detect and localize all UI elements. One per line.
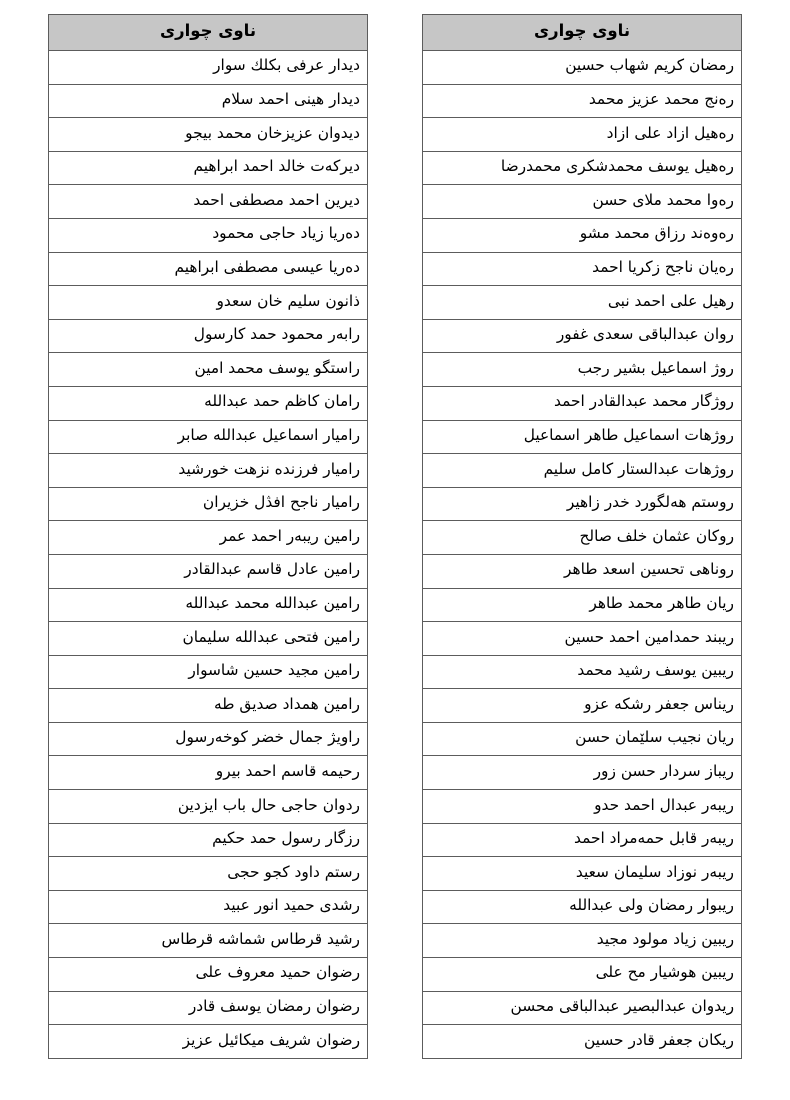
table-row	[423, 857, 742, 891]
table-row	[49, 286, 368, 320]
table-row	[49, 790, 368, 824]
cell-name: ریبەر عبدال احمد حدو	[423, 790, 742, 824]
cell-name: ریبند حمدامین احمد حسین	[423, 622, 742, 656]
table-row	[49, 857, 368, 891]
cell-name: ریان نجیب سلێمان حسن	[423, 722, 742, 756]
table-row	[49, 84, 368, 118]
cell-name: رەوا محمد ملای حسن	[423, 185, 742, 219]
table-row	[49, 823, 368, 857]
table-row	[49, 588, 368, 622]
table-row	[49, 386, 368, 420]
cell-name: رامین همداد صدیق طه	[49, 689, 368, 723]
table-row	[423, 991, 742, 1025]
cell-name: ریبین زیاد مولود مجید	[423, 924, 742, 958]
table-row	[423, 386, 742, 420]
cell-name: روان عبدالباقی سعدی غفور	[423, 319, 742, 353]
table-row	[49, 353, 368, 387]
table-body	[49, 51, 368, 1059]
table-row	[49, 958, 368, 992]
table-row	[49, 218, 368, 252]
table-row	[423, 890, 742, 924]
table-row	[423, 420, 742, 454]
table-row	[423, 151, 742, 185]
table-row	[49, 454, 368, 488]
table-row	[49, 655, 368, 689]
cell-name: رامیار فرزنده نزهت خورشید	[49, 454, 368, 488]
table-row	[423, 655, 742, 689]
cell-name: رحیمه قاسم احمد بیرو	[49, 756, 368, 790]
cell-name: رەوەند رزاق محمد مشو	[423, 218, 742, 252]
cell-name: رامین مجید حسین شاسوار	[49, 655, 368, 689]
cell-name: روژ اسماعیل بشیر رجب	[423, 353, 742, 387]
cell-name: دیرکەت خالد احمد ابراهیم	[49, 151, 368, 185]
cell-name: روستم هەلگورد خدر زاهیر	[423, 487, 742, 521]
cell-name: ریناس جعفر رشکه عزو	[423, 689, 742, 723]
cell-name: ریبەر قابل حمەمراد احمد	[423, 823, 742, 857]
cell-name: رەنج محمد عزیز محمد	[423, 84, 742, 118]
table-row	[423, 218, 742, 252]
table-row	[49, 622, 368, 656]
table-row	[423, 286, 742, 320]
cell-name: رامیار ناجح افڎل خزیران	[49, 487, 368, 521]
cell-name: رامین عادل قاسم عبدالقادر	[49, 554, 368, 588]
cell-name: دیدار هینی احمد سلام	[49, 84, 368, 118]
cell-name: دەریا زیاد حاجی محمود	[49, 218, 368, 252]
cell-name: ریباز سردار حسن زور	[423, 756, 742, 790]
table-row	[423, 454, 742, 488]
table-row	[49, 890, 368, 924]
table-row	[49, 118, 368, 152]
cell-name: رشدی حمید انور عبید	[49, 890, 368, 924]
cell-name: رضوان رمضان یوسف قادر	[49, 991, 368, 1025]
table-row	[423, 319, 742, 353]
table-row	[49, 319, 368, 353]
cell-name: ریان طاهر محمد طاهر	[423, 588, 742, 622]
cell-name: ریبەر نوزاد سلیمان سعید	[423, 857, 742, 891]
table-row	[423, 118, 742, 152]
table-row	[423, 722, 742, 756]
table-row	[423, 487, 742, 521]
cell-name: رزگار رسول حمد حکیم	[49, 823, 368, 857]
cell-name: رامان کاظم حمد عبدالله	[49, 386, 368, 420]
cell-name: رامین عبدالله محمد عبدالله	[49, 588, 368, 622]
cell-name: ریبوار رمضان ولی عبدالله	[423, 890, 742, 924]
cell-name: ریدوان عبدالبصیر عبدالباقی محسن	[423, 991, 742, 1025]
cell-name: راویژ جمال خضر کوخەرسول	[49, 722, 368, 756]
table-row	[49, 151, 368, 185]
cell-name: رەیان ناجح زکریا احمد	[423, 252, 742, 286]
cell-name: رضوان حمید معروف علی	[49, 958, 368, 992]
table-row	[423, 790, 742, 824]
table-row	[423, 252, 742, 286]
cell-name: دیدار عرفی بكلك سوار	[49, 51, 368, 85]
cell-name: رەهیل یوسف محمدشکری محمدرضا	[423, 151, 742, 185]
cell-name: روناهی تحسین اسعد طاهر	[423, 554, 742, 588]
table-row	[423, 622, 742, 656]
cell-name: رامین فتحی عبدالله سلیمان	[49, 622, 368, 656]
column-header-name: ناوی چواری	[423, 15, 742, 51]
table-row	[423, 185, 742, 219]
table-row	[423, 823, 742, 857]
tables-container	[0, 14, 790, 1059]
cell-name: رشید قرطاس شماشه قرطاس	[49, 924, 368, 958]
cell-name: رابەر محمود حمد کارسول	[49, 319, 368, 353]
cell-name: ذانون سلیم خان سعدو	[49, 286, 368, 320]
name-table-left	[422, 14, 742, 1059]
cell-name: رامیار اسماعیل عبدالله صابر	[49, 420, 368, 454]
table-row	[49, 420, 368, 454]
table-row	[423, 84, 742, 118]
cell-name: راستگو یوسف محمد امین	[49, 353, 368, 387]
table-body	[423, 51, 742, 1059]
table-head	[423, 15, 742, 51]
table-row	[423, 588, 742, 622]
cell-name: روژهات اسماعیل طاهر اسماعیل	[423, 420, 742, 454]
table-head	[49, 15, 368, 51]
table-row	[423, 521, 742, 555]
table-row	[49, 51, 368, 85]
table-row	[423, 51, 742, 85]
table-row	[423, 756, 742, 790]
table-row	[423, 958, 742, 992]
table-row	[49, 722, 368, 756]
table-row	[423, 353, 742, 387]
cell-name: رهیل علی احمد نبی	[423, 286, 742, 320]
cell-name: ریبین یوسف رشید محمد	[423, 655, 742, 689]
table-row	[49, 689, 368, 723]
table-row	[423, 689, 742, 723]
cell-name: ریکان جعفر قادر حسین	[423, 1025, 742, 1059]
table-row	[423, 554, 742, 588]
table-row	[49, 924, 368, 958]
cell-name: رستم داود کجو حجی	[49, 857, 368, 891]
table-row	[49, 521, 368, 555]
table-row	[49, 756, 368, 790]
table-header-row	[49, 15, 368, 51]
cell-name: روژهات عبدالستار کامل سلیم	[423, 454, 742, 488]
table-row	[49, 554, 368, 588]
cell-name: رامین ریبەر احمد عمر	[49, 521, 368, 555]
table-row	[423, 924, 742, 958]
cell-name: دەریا عیسی مصطفی ابراهیم	[49, 252, 368, 286]
table-row	[49, 252, 368, 286]
table-row	[423, 1025, 742, 1059]
table-row	[49, 1025, 368, 1059]
table-header-row	[423, 15, 742, 51]
table-row	[49, 185, 368, 219]
cell-name: رضوان شریف میکائیل عزیز	[49, 1025, 368, 1059]
cell-name: ردوان حاجی حال باب ایزدین	[49, 790, 368, 824]
column-header-name: ناوی چواری	[49, 15, 368, 51]
cell-name: روژگار محمد عبدالقادر احمد	[423, 386, 742, 420]
cell-name: رمضان کریم شهاب حسین	[423, 51, 742, 85]
cell-name: ریبین هوشیار مح علی	[423, 958, 742, 992]
cell-name: دیرین احمد مصطفی احمد	[49, 185, 368, 219]
name-table-right	[48, 14, 368, 1059]
cell-name: رەهیل ازاد علی ازاد	[423, 118, 742, 152]
table-row	[49, 991, 368, 1025]
table-row	[49, 487, 368, 521]
cell-name: دیدوان عزیزخان محمد بیجو	[49, 118, 368, 152]
cell-name: روکان عثمان خلف صالح	[423, 521, 742, 555]
